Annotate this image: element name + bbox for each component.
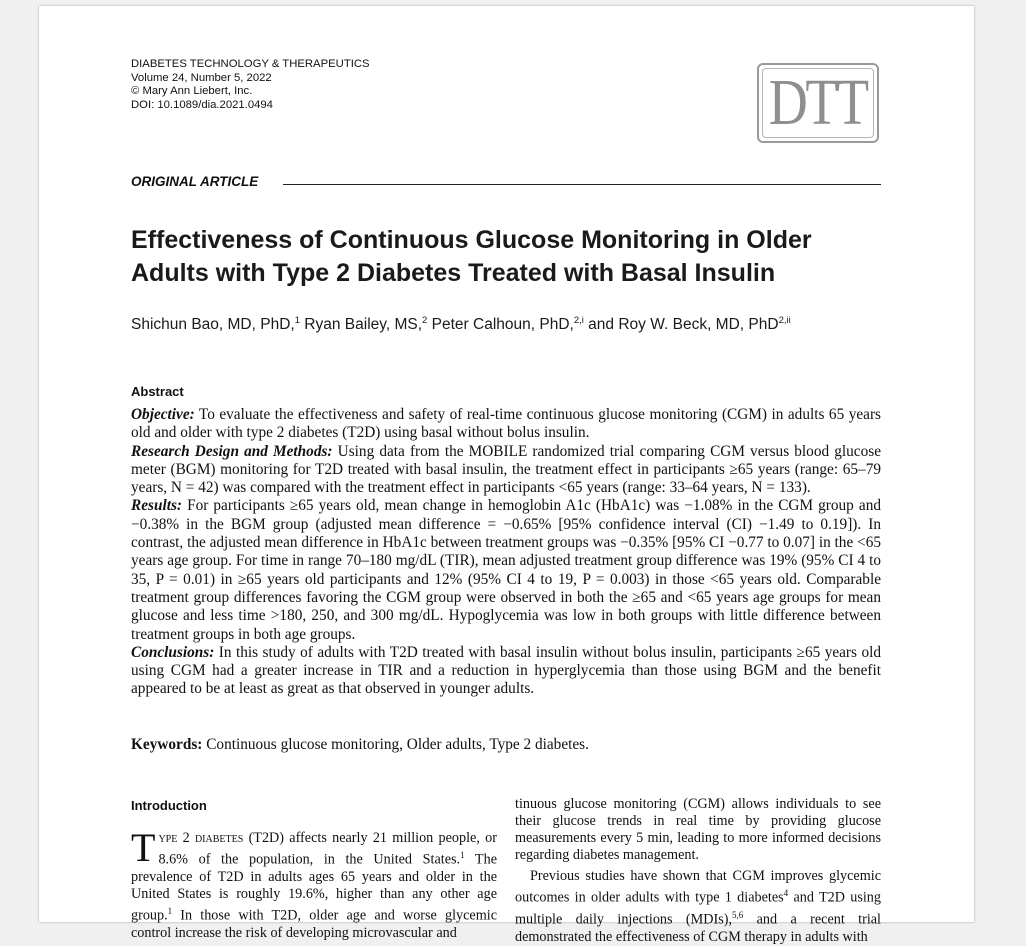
author-affiliation: 2 bbox=[422, 315, 428, 326]
abstract-body bbox=[131, 406, 881, 699]
keywords bbox=[131, 736, 881, 754]
citation: 1 bbox=[167, 906, 173, 917]
author-affiliation: 2,i bbox=[573, 315, 584, 326]
pdf-page bbox=[39, 6, 974, 946]
introduction-heading: Introduction bbox=[131, 798, 207, 813]
journal-volume: Volume 24, Number 5, 2022 bbox=[131, 71, 272, 84]
author-affiliation: 2,ii bbox=[778, 315, 791, 326]
divider bbox=[283, 184, 881, 185]
author-name: Shichun Bao, MD, PhD, bbox=[131, 316, 295, 334]
article-title: Effectiveness of Continuous Glucose Monitoring in Older Adults with Type 2 Diabetes Treated with Basal Insulin bbox=[131, 226, 812, 287]
journal-header bbox=[131, 58, 370, 112]
article-type: ORIGINAL ARTICLE bbox=[131, 174, 259, 189]
drop-cap: T bbox=[131, 825, 156, 870]
author-name: Peter Calhoun, PhD, bbox=[427, 316, 574, 334]
author-affiliation: 1 bbox=[294, 315, 300, 326]
intro-column-right bbox=[515, 796, 881, 946]
abstract-objective: Objective: To evaluate the effectiveness and safety of real-time continuous glucose monitoring (CGM) in adults 65 years old and older with type 2 diabetes (T2D) using basal without bolus insulin. bbox=[131, 406, 881, 442]
journal-doi: DOI: 10.1089/dia.2021.0494 bbox=[131, 98, 273, 111]
citation: 1 bbox=[460, 850, 465, 861]
author-list bbox=[131, 315, 911, 334]
abstract-results: Results: For participants ≥65 years old, mean change in hemoglobin A1c (HbA1c) was −1.08% in the CGM group and −0.38% in the BGM group (adjusted mean difference = −0.65% [95% confidence interval (CI) −1.49 to 0.19]). In contrast, the adjusted mean difference in HbA1c between treatment groups was −0.35% [95% CI −0.77 to 0.07] in the <65 years age group. For time in range 70–180 mg/dL (TIR), mean adjusted treatment group difference was 19% (95% CI 4 to 35, P = 0.01) in ≥65 years old participants and 12% (95% CI 4 to 19, P = 0.003) in those <65 years old. Comparable treatment group differences favoring the CGM group were observed in both the ≥65 and <65 years age groups for mean glucose and less time >180, 250, and 300 mg/dL. Hypoglycemia was low in both groups with little difference between treatment groups in both age groups. bbox=[131, 497, 881, 643]
intro-column-left bbox=[131, 825, 497, 942]
citation: 5,6 bbox=[732, 910, 744, 921]
keywords-label: Keywords: bbox=[131, 736, 203, 753]
intro-paragraph: tinuous glucose monitoring (CGM) allows individuals to see their glucose trends in real time by providing glucose measurements every 5 min, leading to more informed decisions regarding diabetes management. bbox=[515, 796, 881, 864]
author-name: and Roy W. Beck, MD, PhD bbox=[583, 316, 779, 334]
author-name: Ryan Bailey, MS, bbox=[300, 316, 423, 334]
intro-paragraph: Type 2 diabetes (T2D) affects nearly 21 million people, or 8.6% of the population, in the United States.$^1$ The prevalence of T2D in adults ages 65 years and older in the United States is roughly 19.6%, higher than any other age group.$^1$ In those with T2D, older age and worse glycemic control increase the risk of developing microvascular and bbox=[131, 825, 497, 941]
abstract-conclusions: Conclusions: In this study of adults with T2D treated with basal insulin without bolus insulin, participants ≥65 years old using CGM had a greater increase in TIR and a reduction in hyperglycemia than those using BGM and the benefit appeared to be at least as great as that observed in younger adults. bbox=[131, 643, 881, 698]
journal-logo bbox=[757, 63, 879, 143]
citation: 4 bbox=[783, 888, 789, 899]
journal-name: DIABETES TECHNOLOGY & THERAPEUTICS bbox=[131, 58, 370, 70]
intro-paragraph: Previous studies have shown that CGM improves glycemic outcomes in older adults with type 1 diabetes$^4$ and T2D using multiple daily injections (MDIs),$^{5,6}$ and a recent trial demonstrated the effectiveness of CGM therapy in adults with bbox=[515, 868, 882, 946]
abstract-methods: Research Design and Methods: Using data from the MOBILE randomized trial comparing CGM versus blood glucose meter (BGM) monitoring for T2D treated with basal insulin, the treatment effect in participants ≥65 years (range: 65–79 years, N = 42) was compared with the treatment effect in participants <65 years (range: 33–64 years, N = 133). bbox=[131, 442, 881, 497]
abstract-heading: Abstract bbox=[131, 384, 184, 399]
keywords-text: Continuous glucose monitoring, Older adults, Type 2 diabetes. bbox=[202, 736, 589, 753]
logo-text: DTT bbox=[769, 66, 867, 139]
journal-copyright: © Mary Ann Liebert, Inc. bbox=[131, 85, 253, 97]
